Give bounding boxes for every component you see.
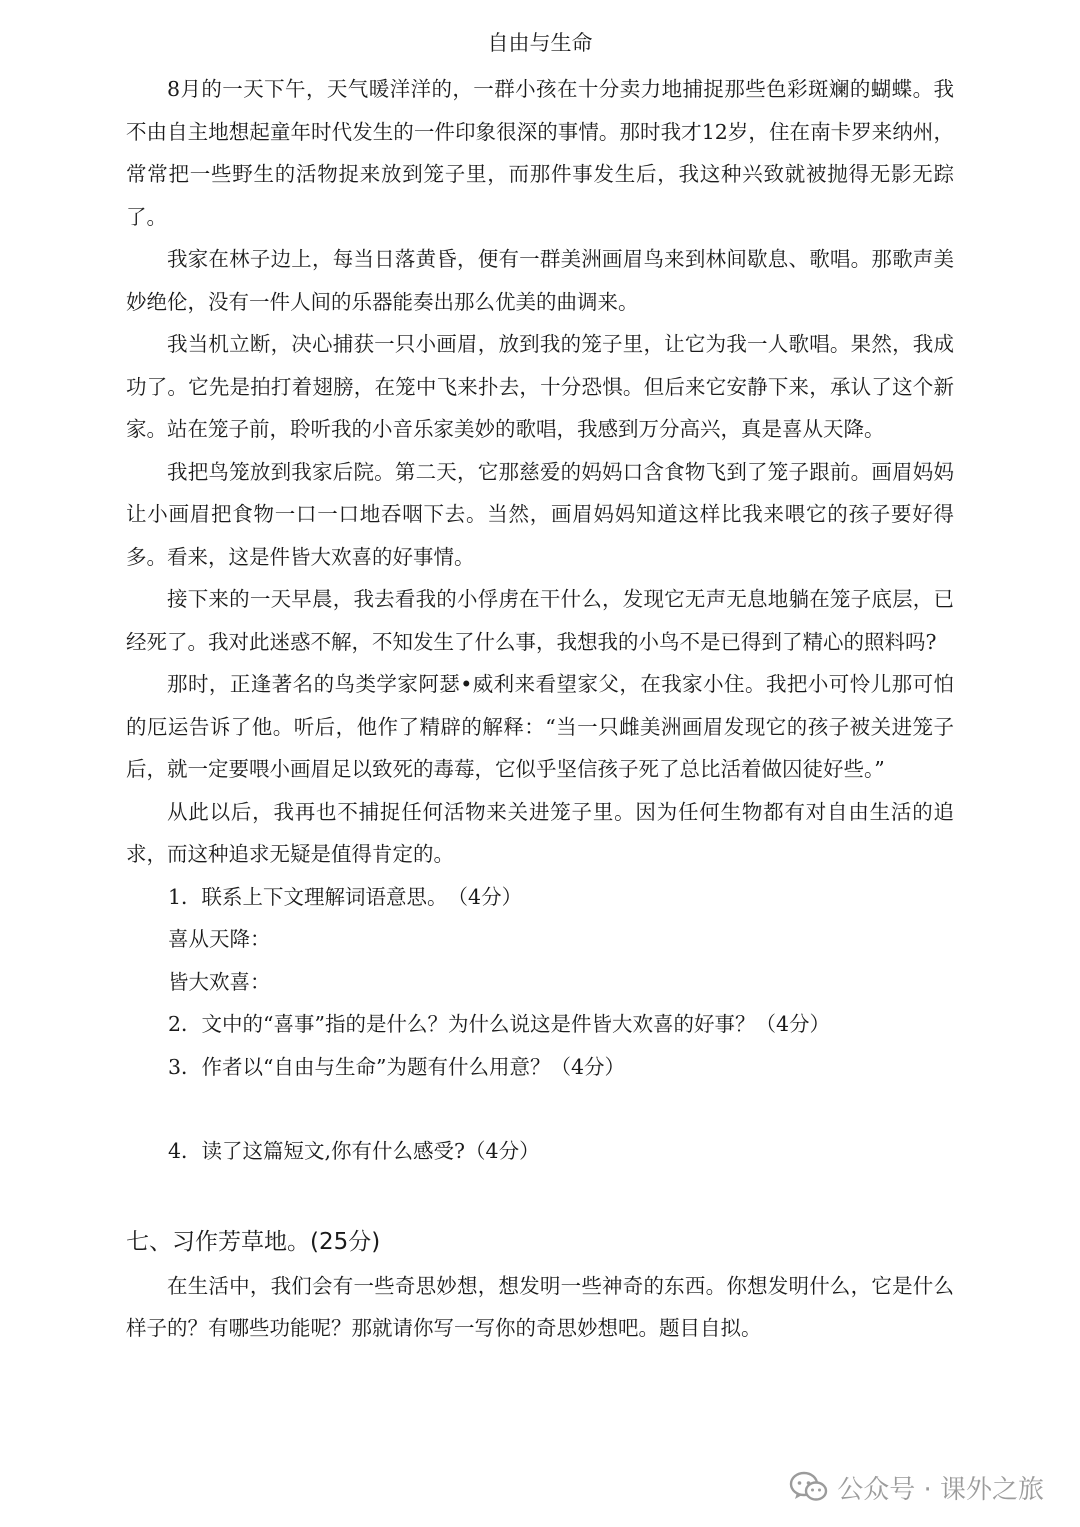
watermark-text: 公众号 · 课外之旅 [837,1474,1044,1505]
paragraph-7: 从此以后，我再也不捕捉任何活物来关进笼子里。因为任何生物都有对自由生活的追求，而这种追求无疑是值得肯定的。 [126,799,954,866]
section-7-heading: 七、习作芳草地。(25分) [126,1228,381,1255]
article-title: 自由与生命 [487,31,593,55]
question-1: 1．联系上下文理解词语意思。 （4分） [168,884,523,909]
paragraph-2: 我家在林子边上，每当日落黄昏，便有一群美洲画眉鸟来到林间歇息、歌唱。那歌声美妙绝伦，没有一件人间的乐器能奏出那么优美的曲调来。 [126,247,954,314]
paragraph-3: 我当机立断，决心捕获一只小画眉，放到我的笼子里，让它为我一人歌唱。果然，我成功了。它先是拍打着翅膀，在笼中飞来扑去，十分恐惧。但后来它安静下来，承认了这个新家。站在笼子前，聆听我的小音乐家美妙的歌唱，我感到万分高兴，真是喜从天降。 [126,332,954,441]
question-2: 2．文中的“喜事”指的是什么？为什么说这是件皆大欢喜的好事？（4分） [168,1012,831,1036]
section-7-prompt: 在生活中，我们会有一些奇思妙想，想发明一些神奇的东西。你想发明什么，它是什么样子的？有哪些功能呢？那就请你写一写你的奇思妙想吧。题目自拟。 [126,1273,954,1340]
paragraph-1: 8月的一天下午，天气暖洋洋的，一群小孩在十分卖力地捕捉那些色彩斑斓的蝴蝶。我不由自主地想起童年时代发生的一件印象很深的事情。那时我才12岁，住在南卡罗来纳州，常常把一些野生的活物捉来放到笼子里，而那件事发生后，我这种兴致就被抛得无影无踪了。 [126,77,954,229]
wechat-icon [789,1471,829,1503]
paragraph-4: 我把鸟笼放到我家后院。第二天，它那慈爱的妈妈口含食物飞到了笼子跟前。画眉妈妈让小画眉把食物一口一口地吞咽下去。当然，画眉妈妈知道这样比我来喂它的孩子要好得多。看来，这是件皆大欢喜的好事情。 [126,459,954,569]
question-3: 3．作者以“自由与生命”为题有什么用意？（4分） [168,1054,626,1079]
question-4: 4．读了这篇短文,你有什么感受?（4分） [168,1139,540,1163]
paragraph-5: 接下来的一天早晨，我去看我的小俘虏在干什么，发现它无声无息地躺在笼子底层，已经死了。我对此迷惑不解，不知发生了什么事，我想我的小鸟不是已得到了精心的照料吗? [126,587,954,654]
question-1-term-b: 皆大欢喜： [168,969,271,994]
question-1-term-a: 喜从天降： [168,927,271,951]
watermark [783,1465,1050,1509]
paragraph-6: 那时，正逢著名的鸟类学家阿瑟•威利来看望家父，在我家小住。我把小可怜儿那可怕的厄运告诉了他。听后，他作了精辟的解释：“当一只雌美洲画眉发现它的孩子被关进笼子后，就一定要喂小画眉足以致死的毒莓，它似乎坚信孩子死了总比活着做囚徒好些。” [126,672,954,781]
article-body [126,68,954,1350]
